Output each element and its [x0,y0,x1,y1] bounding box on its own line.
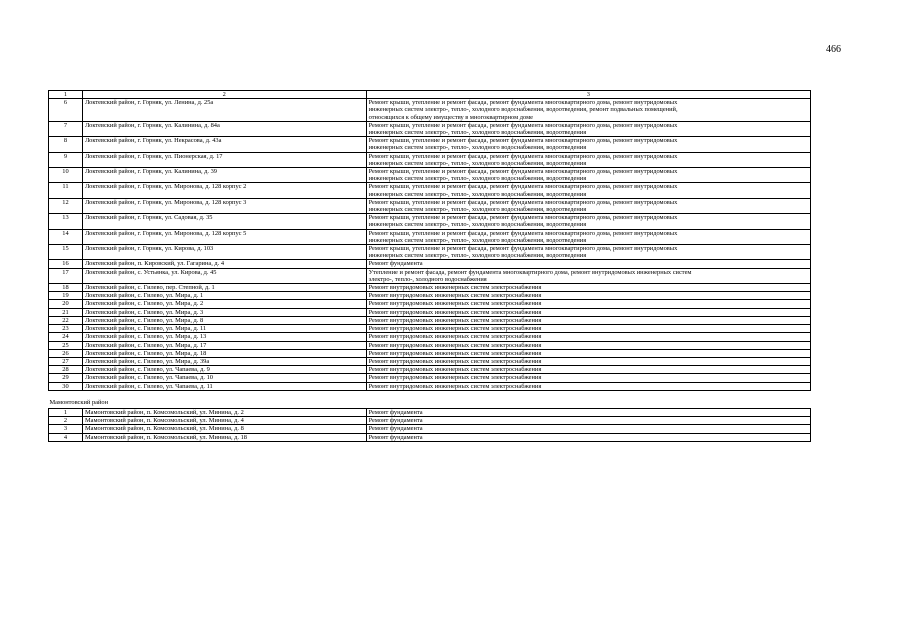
address-cell: Локтевский район, с. Гилево, ул. Чапаева, д. 9 [82,366,366,374]
repair-work-cell: Ремонт крыши, утепление и ремонт фасада, ремонт фундамента многоквартирного дома, ремонт внутридомовых инженерных систем электро-, тепло-, холодного водоснабжения, водоотведения [366,168,810,183]
address-cell: Локтевский район, г. Горняк, ул. Некрасова, д. 43а [82,137,366,152]
row-number: 1 [49,408,83,416]
repair-work-cell: Ремонт фундамента [366,260,810,268]
column-1-header: 1 [49,91,83,99]
address-cell: Мамонтовский район, п. Комсомольский, ул. Минина, д. 8 [82,425,366,433]
address-cell: Локтевский район, г. Горняк, ул. Ленина, д. 25а [82,99,366,122]
address-cell: Локтевский район, п. Кировский, ул. Гагарина, д. 4 [82,260,366,268]
repair-work-cell: Ремонт фундамента [366,425,810,433]
repair-work-cell: Ремонт крыши, утепление и ремонт фасада, ремонт фундамента многоквартирного дома, ремонт внутридомовых инженерных систем электро-, тепло-, холодного водоснабжения, водоотведения [366,121,810,136]
repair-work-cell: Ремонт внутридомовых инженерных систем электроснабжения [366,366,810,374]
table-row [49,99,811,122]
address-cell: Локтевский район, г. Горняк, ул. Калинина, д. 39 [82,168,366,183]
address-cell: Локтевский район, с. Гилево, ул. Мира, д. 8 [82,316,366,324]
row-number: 12 [49,198,83,213]
address-cell: Локтевский район, с. Гилево, ул. Чапаева, д. 11 [82,382,366,390]
page-number: 466 [826,44,841,55]
address-cell: Локтевский район, г. Горняк, ул. Калинина, д. 84а [82,121,366,136]
repair-work-cell: Утепление и ремонт фасада, ремонт фундамента многоквартирного дома, ремонт внутридомовых инженерных систем электро-, тепло-, холодного водоснабжения [366,268,810,283]
district-section-row [49,390,811,408]
table-row [49,425,811,433]
table-row [49,333,811,341]
repair-work-cell: Ремонт внутридомовых инженерных систем электроснабжения [366,284,810,292]
address-cell: Локтевский район, с. Гилево, ул. Мира, д. 2 [82,300,366,308]
repair-work-cell: Ремонт крыши, утепление и ремонт фасада, ремонт фундамента многоквартирного дома, ремонт внутридомовых инженерных систем электро-, тепло-, холодного водоснабжения, водоотведения [366,245,810,260]
address-cell: Локтевский район, с. Гилево, ул. Мира, д. 17 [82,341,366,349]
row-number: 9 [49,152,83,167]
repair-work-cell: Ремонт внутридомовых инженерных систем электроснабжения [366,349,810,357]
address-cell: Мамонтовский район, п. Комсомольский, ул. Минина, д. 2 [82,408,366,416]
repair-work-cell: Ремонт внутридомовых инженерных систем электроснабжения [366,325,810,333]
row-number: 4 [49,433,83,441]
table-row [49,300,811,308]
address-cell: Мамонтовский район, п. Комсомольский, ул. Минина, д. 18 [82,433,366,441]
table-row [49,366,811,374]
table-row [49,341,811,349]
repair-work-cell: Ремонт крыши, утепление и ремонт фасада, ремонт фундамента многоквартирного дома, ремонт внутридомовых инженерных систем электро-, тепло-, холодного водоснабжения, водоотведения [366,137,810,152]
column-3-header: 3 [366,91,810,99]
repair-work-cell: Ремонт крыши, утепление и ремонт фасада, ремонт фундамента многоквартирного дома, ремонт внутридомовых инженерных систем электро-, тепло-, холодного водоснабжения, водоотведения [366,183,810,198]
repair-work-cell: Ремонт фундамента [366,417,810,425]
repair-work-cell: Ремонт внутридомовых инженерных систем электроснабжения [366,308,810,316]
row-number: 13 [49,214,83,229]
row-number: 24 [49,333,83,341]
row-number: 15 [49,245,83,260]
table-row [49,121,811,136]
table-row [49,382,811,390]
table-row [49,214,811,229]
table-row [49,316,811,324]
table-row [49,417,811,425]
row-number: 11 [49,183,83,198]
row-number: 17 [49,268,83,283]
address-cell: Локтевский район, с. Гилево, ул. Мира, д. 11 [82,325,366,333]
row-number: 8 [49,137,83,152]
repair-work-cell: Ремонт внутридомовых инженерных систем электроснабжения [366,316,810,324]
column-number-header-row [49,91,811,99]
repair-work-cell: Ремонт внутридомовых инженерных систем электроснабжения [366,333,810,341]
row-number: 23 [49,325,83,333]
repair-work-cell: Ремонт крыши, утепление и ремонт фасада, ремонт фундамента многоквартирного дома, ремонт внутридомовых инженерных систем электро-, тепло-, холодного водоснабжения, водоотведения [366,198,810,213]
table-row [49,152,811,167]
repair-work-cell: Ремонт внутридомовых инженерных систем электроснабжения [366,300,810,308]
table-row [49,260,811,268]
repair-work-cell: Ремонт внутридомовых инженерных систем электроснабжения [366,341,810,349]
address-cell: Локтевский район, с. Гилево, пер. Степной, д. 1 [82,284,366,292]
table-row [49,408,811,416]
address-cell: Локтевский район, с. Гилево, ул. Мира, д. 13 [82,333,366,341]
address-cell: Локтевский район, с. Гилево, ул. Мира, д. 39а [82,357,366,365]
address-cell: Локтевский район, г. Горняк, ул. Садовая, д. 35 [82,214,366,229]
row-number: 10 [49,168,83,183]
table-row [49,245,811,260]
row-number: 25 [49,341,83,349]
table-row [49,292,811,300]
table-row [49,229,811,244]
row-number: 21 [49,308,83,316]
table-row [49,374,811,382]
repair-work-cell: Ремонт фундамента [366,408,810,416]
repair-work-cell: Ремонт внутридомовых инженерных систем электроснабжения [366,382,810,390]
column-2-header: 2 [82,91,366,99]
table-row [49,284,811,292]
repair-work-cell: Ремонт крыши, утепление и ремонт фасада, ремонт фундамента многоквартирного дома, ремонт внутридомовых инженерных систем электро-, тепло-, холодного водоснабжения, водоотведения [366,229,810,244]
row-number: 7 [49,121,83,136]
address-cell: Локтевский район, г. Горняк, ул. Пионерская, д. 17 [82,152,366,167]
address-cell: Локтевский район, г. Горняк, ул. Кирова, д. 103 [82,245,366,260]
address-cell: Локтевский район, с. Устьянка, ул. Кирова, д. 45 [82,268,366,283]
row-number: 22 [49,316,83,324]
row-number: 14 [49,229,83,244]
row-number: 16 [49,260,83,268]
address-cell: Локтевский район, с. Гилево, ул. Мира, д. 3 [82,308,366,316]
table-body [49,91,811,442]
row-number: 28 [49,366,83,374]
address-cell: Локтевский район, г. Горняк, ул. Миронова, д. 128 корпус 5 [82,229,366,244]
repair-work-cell: Ремонт внутридомовых инженерных систем электроснабжения [366,374,810,382]
row-number: 18 [49,284,83,292]
table-row [49,349,811,357]
row-number: 19 [49,292,83,300]
address-cell: Мамонтовский район, п. Комсомольский, ул. Минина, д. 4 [82,417,366,425]
table-row [49,268,811,283]
address-cell: Локтевский район, г. Горняк, ул. Миронова, д. 128 корпус 3 [82,198,366,213]
row-number: 2 [49,417,83,425]
row-number: 30 [49,382,83,390]
row-number: 3 [49,425,83,433]
district-section-title: Мамонтовский район [49,390,811,408]
repair-work-cell: Ремонт фундамента [366,433,810,441]
repair-register-table [48,90,811,442]
row-number: 27 [49,357,83,365]
repair-work-cell: Ремонт крыши, утепление и ремонт фасада, ремонт фундамента многоквартирного дома, ремонт внутридомовых инженерных систем электро-, тепло-, холодного водоснабжения, водоотведения [366,152,810,167]
table-row [49,198,811,213]
repair-work-cell: Ремонт крыши, утепление и ремонт фасада, ремонт фундамента многоквартирного дома, ремонт внутридомовых инженерных систем электро-, тепло-, холодного водоснабжения, водоотведения [366,214,810,229]
table-row [49,357,811,365]
table-row [49,168,811,183]
row-number: 29 [49,374,83,382]
address-cell: Локтевский район, с. Гилево, ул. Мира, д. 1 [82,292,366,300]
table-row [49,308,811,316]
repair-work-cell: Ремонт внутридомовых инженерных систем электроснабжения [366,292,810,300]
address-cell: Локтевский район, г. Горняк, ул. Миронова, д. 128 корпус 2 [82,183,366,198]
address-cell: Локтевский район, с. Гилево, ул. Мира, д. 18 [82,349,366,357]
address-cell: Локтевский район, с. Гилево, ул. Чапаева, д. 10 [82,374,366,382]
row-number: 20 [49,300,83,308]
row-number: 6 [49,99,83,122]
table-row [49,325,811,333]
repair-work-cell: Ремонт внутридомовых инженерных систем электроснабжения [366,357,810,365]
row-number: 26 [49,349,83,357]
table-row [49,137,811,152]
repair-work-cell: Ремонт крыши, утепление и ремонт фасада, ремонт фундамента многоквартирного дома, ремонт внутридомовых инженерных систем электро-, тепло-, холодного водоснабжения, водоотведения, ремонт подвальных помещений, относящихся к общему имуществу в многоквартирном доме [366,99,810,122]
table-row [49,183,811,198]
table-row [49,433,811,441]
